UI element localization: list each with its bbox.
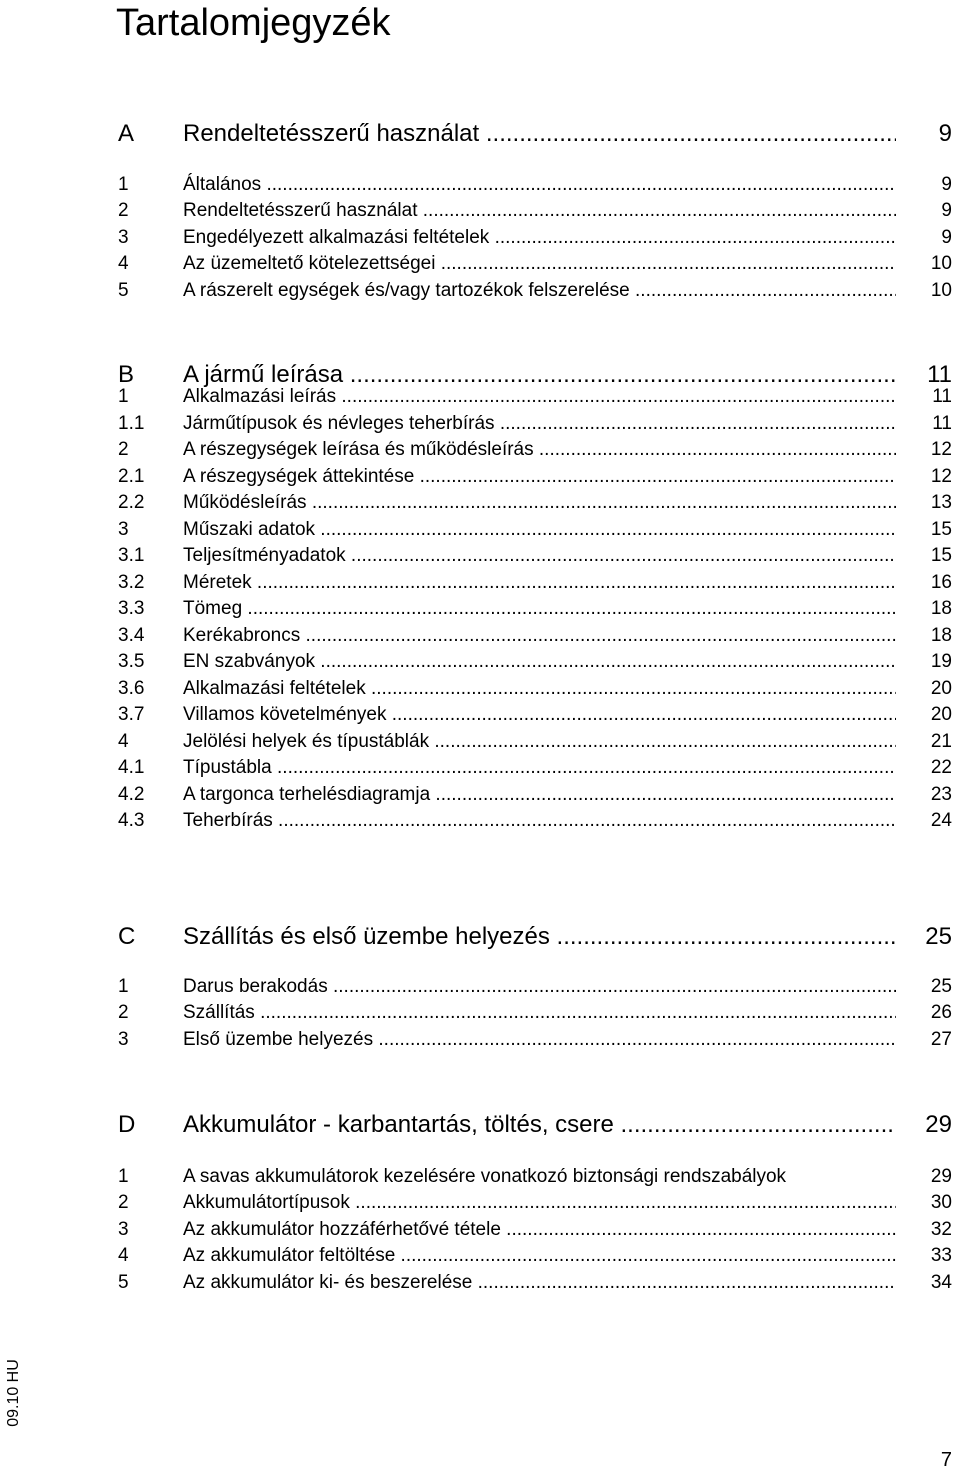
entry-number: 3: [118, 519, 129, 540]
entry-title: Tömeg .....: [183, 596, 896, 622]
entry-page: 10: [930, 280, 952, 301]
toc-entry[interactable]: [0, 278, 960, 304]
toc-entry[interactable]: [0, 225, 960, 251]
entry-page: 10: [930, 253, 952, 274]
entry-title: Darus berakodás .....: [183, 974, 896, 1000]
entry-number: 2.1: [118, 466, 145, 487]
toc-entry[interactable]: [0, 782, 960, 808]
toc-entry[interactable]: [0, 649, 960, 675]
toc-section-c[interactable]: [0, 920, 960, 954]
page-title: Tartalomjegyzék: [116, 2, 391, 44]
entry-title: Rendeltetésszerű használat .....: [183, 198, 896, 224]
entry-title: A részegységek áttekintése .....: [183, 464, 896, 490]
section-page: 11: [927, 361, 952, 388]
entry-page: 18: [930, 625, 952, 646]
entry-number: 3.3: [118, 598, 145, 619]
toc-entry[interactable]: [0, 1027, 960, 1053]
entry-page: 24: [930, 810, 952, 831]
section-title: Rendeltetésszerű használat .....: [183, 117, 896, 151]
entry-page: 12: [930, 439, 952, 460]
entry-number: 1: [118, 174, 129, 195]
toc-entry[interactable]: [0, 702, 960, 728]
toc-entry[interactable]: [0, 490, 960, 516]
entry-number: 3: [118, 1029, 129, 1050]
entry-page: 22: [930, 757, 952, 778]
entry-number: 2: [118, 439, 129, 460]
entry-title: Az akkumulátor hozzáférhetővé tétele .....: [183, 1217, 896, 1243]
entry-number: 3.5: [118, 651, 145, 672]
toc-entry[interactable]: [0, 729, 960, 755]
entry-title: Az akkumulátor feltöltése .....: [183, 1243, 896, 1269]
entry-number: 5: [118, 280, 129, 301]
entry-title: Műszaki adatok .....: [183, 517, 896, 543]
toc-entry[interactable]: [0, 755, 960, 781]
version-text: 09.10 HU: [5, 1359, 22, 1427]
entry-page: 29: [930, 1166, 952, 1187]
entry-number: 4.1: [118, 757, 145, 778]
entry-number: 4: [118, 731, 129, 752]
section-letter: B: [118, 361, 135, 388]
entry-title: Általános .....: [183, 172, 896, 198]
entry-page: 23: [930, 784, 952, 805]
toc-entry[interactable]: [0, 411, 960, 437]
entry-number: 1: [118, 386, 129, 407]
entry-page: 19: [930, 651, 952, 672]
section-page: 25: [925, 923, 952, 950]
entry-number: 3.6: [118, 678, 145, 699]
entry-title: Szállítás .....: [183, 1000, 896, 1026]
entry-number: 1: [118, 976, 129, 997]
entry-title: Járműtípusok és névleges teherbírás .....: [183, 411, 896, 437]
entry-number: 1: [118, 1166, 129, 1187]
toc-entry[interactable]: [0, 570, 960, 596]
entry-title: Az akkumulátor ki- és beszerelése .....: [183, 1270, 896, 1296]
toc-section-a[interactable]: [0, 117, 960, 151]
entry-number: 2: [118, 1192, 129, 1213]
document-version-label: [0, 1348, 28, 1438]
entry-number: 3.7: [118, 704, 145, 725]
entry-number: 4.2: [118, 784, 145, 805]
entry-title: Engedélyezett alkalmazási feltételek .....: [183, 225, 896, 251]
toc-entry[interactable]: [0, 1000, 960, 1026]
entry-number: 3.1: [118, 545, 145, 566]
entry-number: 1.1: [118, 413, 145, 434]
entry-title: Első üzembe helyezés .....: [183, 1027, 896, 1053]
toc-entry[interactable]: [0, 251, 960, 277]
entry-title: Teljesítményadatok .....: [183, 543, 896, 569]
toc-entry[interactable]: [0, 384, 960, 410]
entry-page: 26: [930, 1002, 952, 1023]
section-title: Szállítás és első üzembe helyezés .....: [183, 920, 896, 954]
entry-page: 33: [930, 1245, 952, 1266]
entry-title: Méretek .....: [183, 570, 896, 596]
section-letter: D: [118, 1111, 136, 1138]
entry-page: 20: [930, 678, 952, 699]
entry-page: 16: [930, 572, 952, 593]
entry-page: 15: [930, 519, 952, 540]
entry-page: 20: [930, 704, 952, 725]
entry-page: 34: [930, 1272, 952, 1293]
entry-page: 21: [930, 731, 952, 752]
toc-entry[interactable]: [0, 198, 960, 224]
toc-entry[interactable]: [0, 974, 960, 1000]
entry-page: 9: [941, 227, 952, 248]
toc-entry[interactable]: [0, 543, 960, 569]
entry-page: 9: [941, 200, 952, 221]
entry-title: Alkalmazási leírás .....: [183, 384, 896, 410]
toc-entry[interactable]: [0, 808, 960, 834]
section-page: 9: [938, 120, 952, 147]
section-title: A jármű leírása .....: [183, 358, 896, 392]
toc-entry[interactable]: [0, 172, 960, 198]
entry-page: 32: [930, 1219, 952, 1240]
section-letter: A: [118, 120, 135, 147]
section-letter: C: [118, 923, 136, 950]
entry-page: 11: [932, 386, 952, 407]
toc-entry[interactable]: [0, 464, 960, 490]
toc-entry[interactable]: [0, 623, 960, 649]
entry-title: A rászerelt egységek és/vagy tartozékok felszerelése .....: [183, 278, 896, 304]
toc-entry[interactable]: [0, 596, 960, 622]
entry-title: Akkumulátortípusok .....: [183, 1190, 896, 1216]
entry-page: 13: [930, 492, 952, 513]
toc-entry[interactable]: [0, 1164, 960, 1190]
toc-entry[interactable]: [0, 517, 960, 543]
entry-title: Típustábla .....: [183, 755, 896, 781]
entry-number: 3: [118, 1219, 129, 1240]
entry-page: 11: [932, 413, 952, 434]
toc-entry[interactable]: [0, 676, 960, 702]
entry-page: 18: [930, 598, 952, 619]
entry-page: 15: [930, 545, 952, 566]
entry-title: Villamos követelmények .....: [183, 702, 896, 728]
entry-title: A targonca terhelésdiagramja .....: [183, 782, 896, 808]
entry-number: 5: [118, 1272, 129, 1293]
toc-entry[interactable]: [0, 1217, 960, 1243]
entry-number: 3.4: [118, 625, 145, 646]
toc-entry[interactable]: [0, 1243, 960, 1269]
entry-title: Jelölési helyek és típustáblák .....: [183, 729, 896, 755]
entry-page: 25: [930, 976, 952, 997]
entry-page: 9: [941, 174, 952, 195]
toc-entry[interactable]: [0, 437, 960, 463]
entry-title: Alkalmazási feltételek .....: [183, 676, 896, 702]
entry-title: Az üzemeltető kötelezettségei .....: [183, 251, 896, 277]
entry-title: EN szabványok .....: [183, 649, 896, 675]
entry-number: 4: [118, 253, 129, 274]
entry-number: 2.2: [118, 492, 145, 513]
toc-entry[interactable]: [0, 1270, 960, 1296]
entry-number: 3.2: [118, 572, 145, 593]
entry-number: 2: [118, 1002, 129, 1023]
entry-page: 30: [930, 1192, 952, 1213]
entry-page: 12: [930, 466, 952, 487]
toc-entry[interactable]: [0, 1190, 960, 1216]
entry-title: Működésleírás .....: [183, 490, 896, 516]
entry-number: 2: [118, 200, 129, 221]
entry-number: 3: [118, 227, 129, 248]
toc-section-d[interactable]: [0, 1108, 960, 1142]
entry-number: 4: [118, 1245, 129, 1266]
entry-title: Kerékabroncs .....: [183, 623, 896, 649]
page-number: 7: [940, 1449, 952, 1471]
entry-page: 27: [930, 1029, 952, 1050]
section-title: Akkumulátor - karbantartás, töltés, csere .....: [183, 1108, 896, 1142]
entry-title: A savas akkumulátorok kezelésére vonatkozó biztonsági rendszabályok: [183, 1166, 787, 1187]
section-page: 29: [925, 1111, 952, 1138]
entry-title: Teherbírás .....: [183, 808, 896, 834]
entry-title: A részegységek leírása és működésleírás .....: [183, 437, 896, 463]
entry-number: 4.3: [118, 810, 145, 831]
